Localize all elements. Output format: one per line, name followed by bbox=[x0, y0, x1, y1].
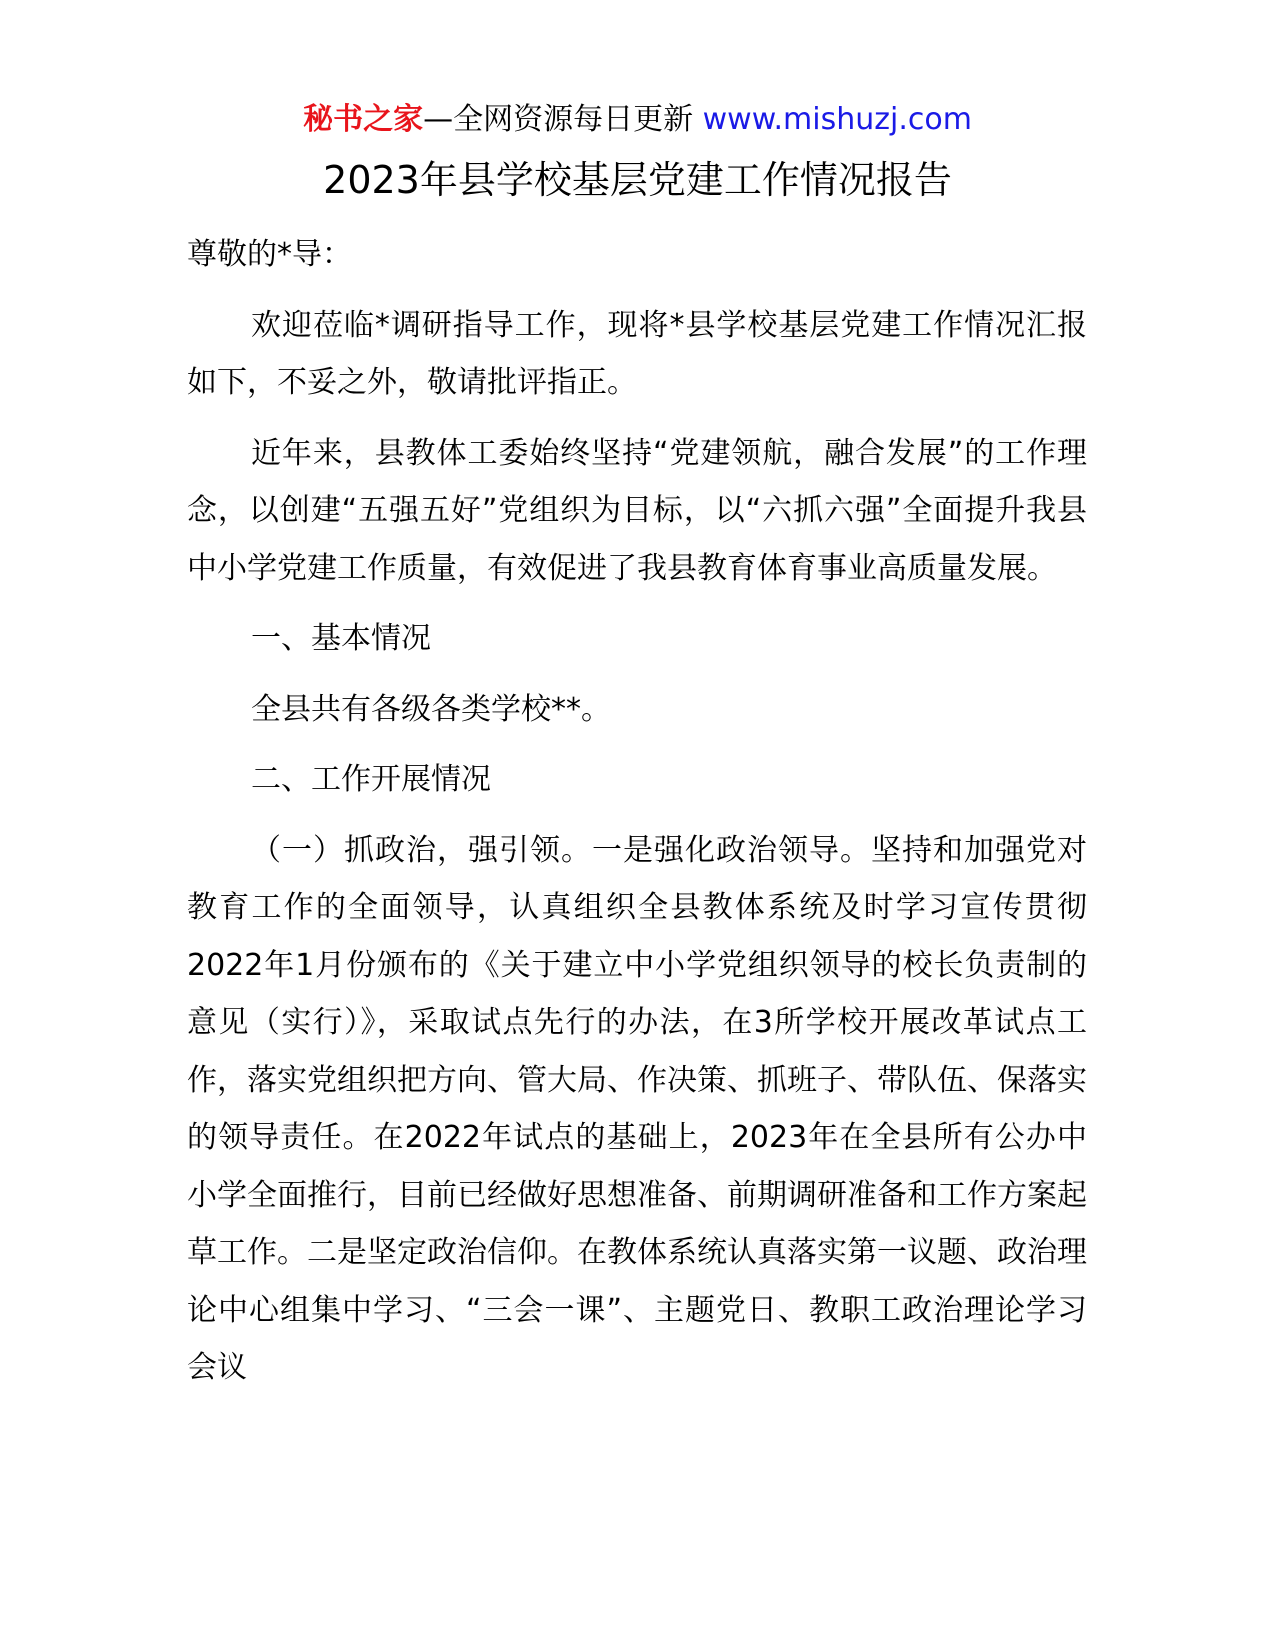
paragraph-intro: 欢迎莅临*调研指导工作，现将*县学校基层党建工作情况汇报如下，不妥之外，敬请批评指正。 bbox=[187, 307, 1087, 400]
site-brand: 秘书之家 bbox=[303, 102, 424, 137]
paragraph-politics: （一）抓政治，强引领。一是强化政治领导。坚持和加强党对教育工作的全面领导，认真组织全县教体系统及时学习宣传贯彻2022年1月份颁布的《关于建立中小学党组织领导的校长负责制的意见（实行）》，采取试点先行的办法，在3所学校开展改革试点工作，落实党组织把方向、管大局、作决策、抓班子、带队伍、保落实的领导责任。在2022年试点的基础上，2023年在全县所有公办中小学全面推行，目前已经做好思想准备、前期调研准备和工作方案起草工作。二是坚定政治信仰。在教体系统认真落实第一议题、政治理论中心组集中学习、“三会一课”、主题党日、教职工政治理论学习会议 bbox=[187, 832, 1087, 1385]
document-title: 2023年县学校基层党建工作情况报告 bbox=[323, 158, 952, 202]
site-url-link[interactable]: www.mishuzj.com bbox=[702, 102, 972, 137]
section-heading-basic: 一、基本情况 bbox=[251, 621, 431, 656]
document-body bbox=[187, 226, 1087, 1410]
salutation: 尊敬的*导： bbox=[187, 237, 352, 272]
paragraph-basic: 全县共有各级各类学校**。 bbox=[251, 691, 611, 727]
site-header bbox=[0, 100, 1275, 140]
paragraph-overview: 近年来，县教体工委始终坚持“党建领航，融合发展”的工作理念，以创建“五强五好”党组织为目标，以“六抓六强”全面提升我县中小学党建工作质量，有效促进了我县教育体育事业高质量发展。 bbox=[187, 435, 1087, 586]
site-tagline: —全网资源每日更新 bbox=[423, 102, 703, 137]
section-heading-work: 二、工作开展情况 bbox=[251, 762, 491, 797]
